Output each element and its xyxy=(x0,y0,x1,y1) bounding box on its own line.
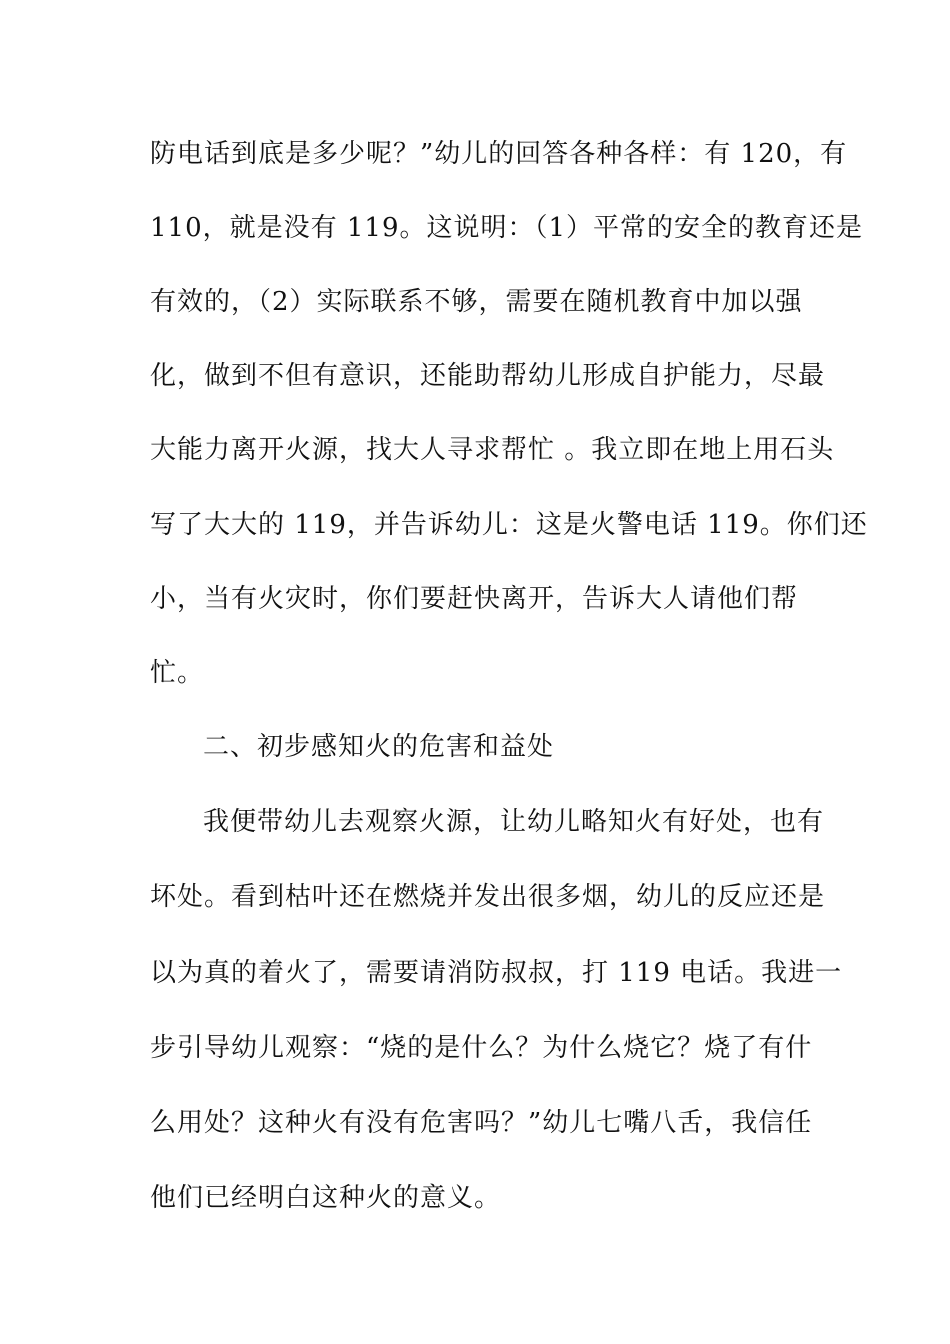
text-line: 坏处。看到枯叶还在燃烧并发出很多烟，幼儿的反应还是 xyxy=(150,882,826,912)
text-line: 大能力离开火源，找大人寻求帮忙 。我立即在地上用石头 xyxy=(150,435,835,465)
text-line: 有效的，（2）实际联系不够，需要在随机教育中加以强 xyxy=(150,287,803,317)
text-line: 防电话到底是多少呢？”幼儿的回答各种各样：有 120，有 xyxy=(150,139,848,169)
text-line: 110，就是没有 119。这说明：（1）平常的安全的教育还是 xyxy=(150,213,864,243)
text-line: 小，当有火灾时，你们要赶快离开，告诉大人请他们帮 xyxy=(150,584,799,614)
text-line: 么用处？这种火有没有危害吗？”幼儿七嘴八舌，我信任 xyxy=(150,1108,813,1138)
text-line: 以为真的着火了，需要请消防叔叔，打 119 电话。我进一 xyxy=(150,958,843,988)
section-heading: 二、初步感知火的危害和益处 xyxy=(203,732,555,762)
text-line: 我便带幼儿去观察火源，让幼儿略知火有好处，也有 xyxy=(203,807,825,837)
text-line: 化，做到不但有意识，还能助帮幼儿形成自护能力，尽最 xyxy=(150,361,826,391)
text-line: 写了大大的 119，并告诉幼儿：这是火警电话 119。你们还 xyxy=(150,510,868,540)
text-line: 忙。 xyxy=(150,658,205,688)
text-line: 步引导幼儿观察：“烧的是什么？为什么烧它？烧了有什 xyxy=(150,1033,813,1063)
text-line: 他们已经明白这种火的意义。 xyxy=(150,1183,502,1213)
